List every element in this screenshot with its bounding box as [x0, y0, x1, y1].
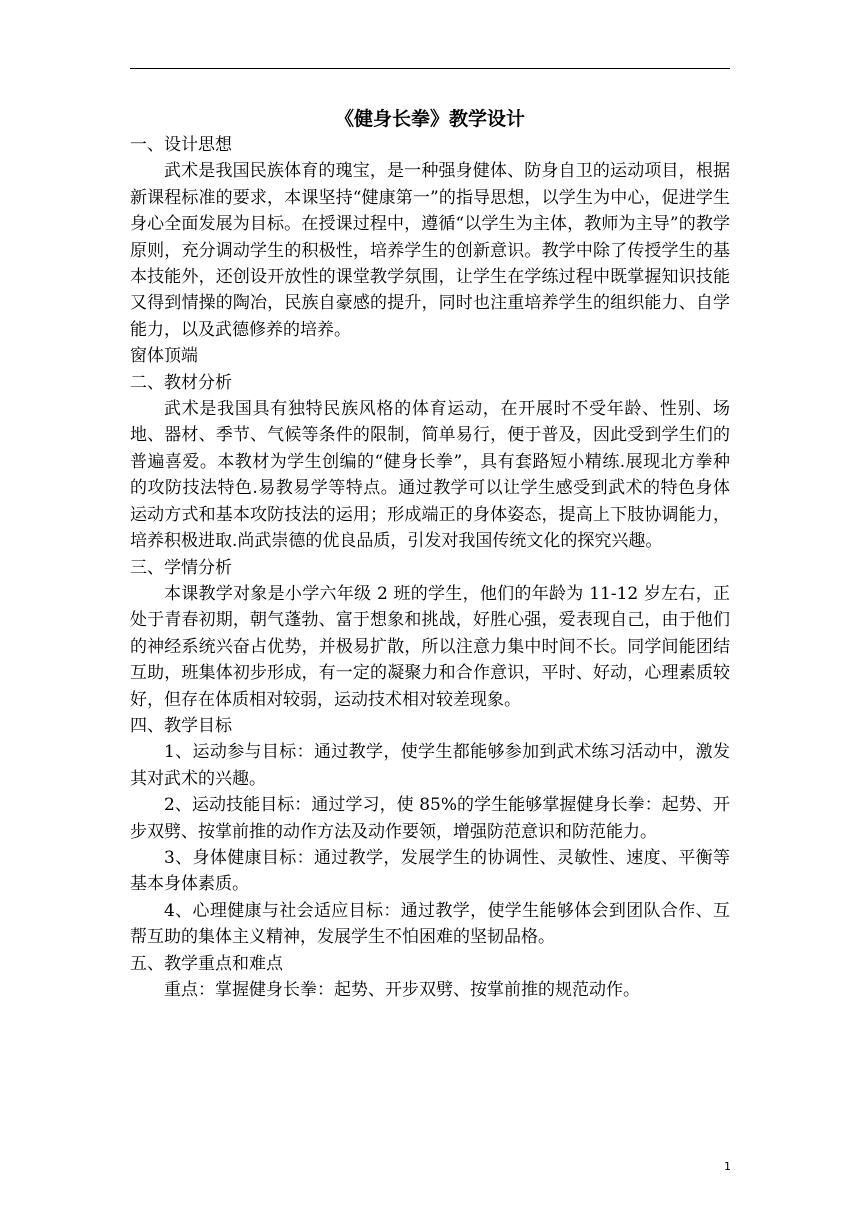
section-heading-material-analysis: 二、教材分析: [130, 372, 232, 393]
goal-physical-health: 3、身体健康目标：通过教学，发展学生的协调性、灵敏性、速度、平衡等基本身体素质。: [130, 847, 730, 895]
paragraph-design-thinking: 武术是我国民族体育的瑰宝，是一种强身健体、防身自卫的运动项目，根据新课程标准的要求，本课坚持“健康第一”的指导思想，以学生为中心，促进学生身心全面发展为目标。在授课过程中，遵循“以学生为主体，教师为主导”的教学原则，充分调动学生的积极性，培养学生的创新意识。教学中除了传授学生的基本技能外，还创设开放性的课堂教学氛围，让学生在学练过程中既掌握知识技能又得到情操的陶冶，民族自豪感的提升，同时也注重培养学生的组织能力、自学能力，以及武德修养的培养。: [130, 161, 730, 340]
form-top-marker: 窗体顶端: [130, 346, 198, 367]
section-heading-key-points: 五、教学重点和难点: [130, 953, 283, 974]
section-heading-teaching-goals: 四、教学目标: [130, 715, 232, 736]
goal-participation: 1、运动参与目标：通过教学，使学生都能够参加到武术练习活动中，激发其对武术的兴趣。: [130, 742, 730, 789]
header-rule: [130, 68, 730, 69]
section-heading-design-thinking: 一、设计思想: [130, 135, 232, 155]
document-body: [130, 132, 730, 1003]
goal-mental-health: 4、心理健康与社会适应目标：通过教学，使学生能够体会到团队合作、互帮互助的集体主义精神，发展学生不怕困难的坚韧品格。: [130, 900, 730, 948]
section-heading-student-analysis: 三、学情分析: [130, 557, 232, 578]
page-number: 1: [724, 1160, 731, 1173]
document-title: 《健身长拳》教学设计: [334, 108, 525, 130]
paragraph-key-points: 重点：掌握健身长拳：起势、开步双劈、按掌前推的规范动作。: [164, 980, 640, 1000]
paragraph-material-analysis: 武术是我国具有独特民族风格的体育运动，在开展时不受年龄、性别、场地、器材、季节、气候等条件的限制，简单易行，便于普及，因此受到学生们的普遍喜爱。本教材为学生创编的“健身长拳”，具有套路短小精练.展现北方拳种的攻防技法特色.易教易学等特点。通过教学可以让学生感受到武术的特色身体运动方式和基本攻防技法的运用；形成端正的身体姿态，提高上下肢协调能力，培养积极进取.尚武崇德的优良品质，引发对我国传统文化的探究兴趣。: [130, 399, 730, 552]
goal-skills: 2、运动技能目标：通过学习，使 85%的学生能够掌握健身长拳：起势、开步双劈、按掌前推的动作方法及动作要领，增强防范意识和防范能力。: [130, 795, 730, 842]
paragraph-student-analysis: 本课教学对象是小学六年级 2 班的学生，他们的年龄为 11-12 岁左右，正处于青春初期，朝气蓬勃、富于想象和挑战，好胜心强，爱表现自己，由于他们的神经系统兴奋占优势，并极易扩散，所以注意力集中时间不长。同学间能团结互助，班集体初步形成，有一定的凝聚力和合作意识，平时、好动，心理素质较好，但存在体质相对较弱，运动技术相对较差现象。: [130, 583, 730, 710]
